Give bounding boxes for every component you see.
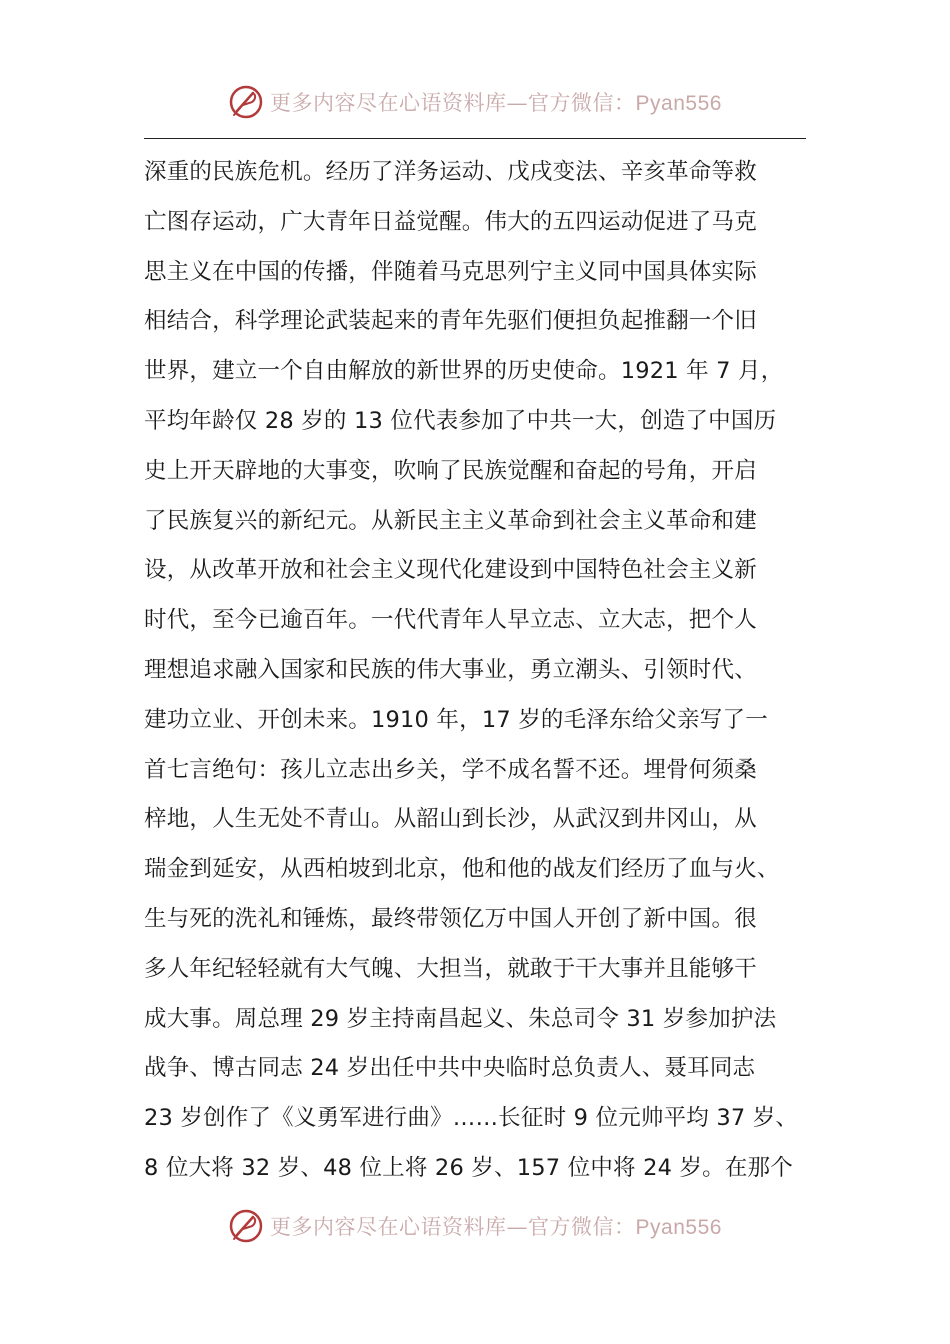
text-line: 设，从改革开放和社会主义现代化建设到中国特色社会主义新 bbox=[144, 557, 757, 584]
text-line: 生与死的洗礼和锤炼，最终带领亿万中国人开创了新中国。很 bbox=[144, 905, 757, 932]
header-banner-label: 更多内容尽在心语资料库—官方微信： bbox=[270, 91, 636, 115]
text-line: 理想追求融入国家和民族的伟大事业，勇立潮头、引领时代、 bbox=[144, 656, 757, 683]
text-line: 建功立业、开创未来。1910 年，17 岁的毛泽东给父亲写了一 bbox=[144, 706, 768, 733]
text-line: 首七言绝句：孩儿立志出乡关，学不成名誓不还。埋骨何须桑 bbox=[144, 756, 757, 783]
footer-banner-label: 更多内容尽在心语资料库—官方微信： bbox=[270, 1215, 636, 1239]
text-line: 战争、博古同志 24 岁出任中共中央临时总负责人、聂耳同志 bbox=[144, 1055, 756, 1082]
header-banner-wechat-id: Pyan556 bbox=[635, 92, 722, 115]
quill-logo-icon bbox=[228, 84, 264, 120]
text-line: 相结合，科学理论武装起来的青年先驱们便担负起推翻一个旧 bbox=[144, 308, 757, 335]
text-line: 了民族复兴的新纪元。从新民主主义革命到社会主义革命和建 bbox=[144, 507, 757, 534]
text-line: 8 位大将 32 岁、48 位上将 26 岁、157 位中将 24 岁。在那个 bbox=[144, 1154, 793, 1181]
header-divider bbox=[144, 138, 806, 139]
text-line: 多人年纪轻轻就有大气魄、大担当，就敢于干大事并且能够干 bbox=[144, 955, 757, 982]
text-line: 史上开天辟地的大事变，吹响了民族觉醒和奋起的号角，开启 bbox=[144, 457, 757, 484]
footer-banner-wechat-id: Pyan556 bbox=[635, 1216, 722, 1239]
header-banner-text bbox=[270, 87, 722, 117]
text-line: 23 岁创作了《义勇军进行曲》……长征时 9 位元帅平均 37 岁、 bbox=[144, 1105, 799, 1132]
text-line: 思主义在中国的传播，伴随着马克思列宁主义同中国具体实际 bbox=[144, 258, 757, 285]
document-body bbox=[144, 148, 820, 1194]
footer-banner-text bbox=[270, 1211, 722, 1241]
text-line: 时代，至今已逾百年。一代代青年人早立志、立大志，把个人 bbox=[144, 607, 757, 634]
text-line: 世界，建立一个自由解放的新世界的历史使命。1921 年 7 月， bbox=[144, 358, 784, 385]
text-line: 平均年龄仅 28 岁的 13 位代表参加了中共一大，创造了中国历 bbox=[144, 407, 777, 434]
text-line: 梓地，人生无处不青山。从韶山到长沙，从武汉到井冈山，从 bbox=[144, 806, 757, 833]
footer-banner bbox=[0, 1208, 950, 1244]
quill-logo-icon bbox=[228, 1208, 264, 1244]
text-line: 瑞金到延安，从西柏坡到北京，他和他的战友们经历了血与火、 bbox=[144, 856, 780, 883]
text-line: 深重的民族危机。经历了洋务运动、戊戌变法、辛亥革命等救 bbox=[144, 159, 757, 185]
text-line: 亡图存运动，广大青年日益觉醒。伟大的五四运动促进了马克 bbox=[144, 208, 757, 235]
text-line: 成大事。周总理 29 岁主持南昌起义、朱总司令 31 岁参加护法 bbox=[144, 1005, 777, 1032]
header-banner bbox=[0, 84, 950, 120]
